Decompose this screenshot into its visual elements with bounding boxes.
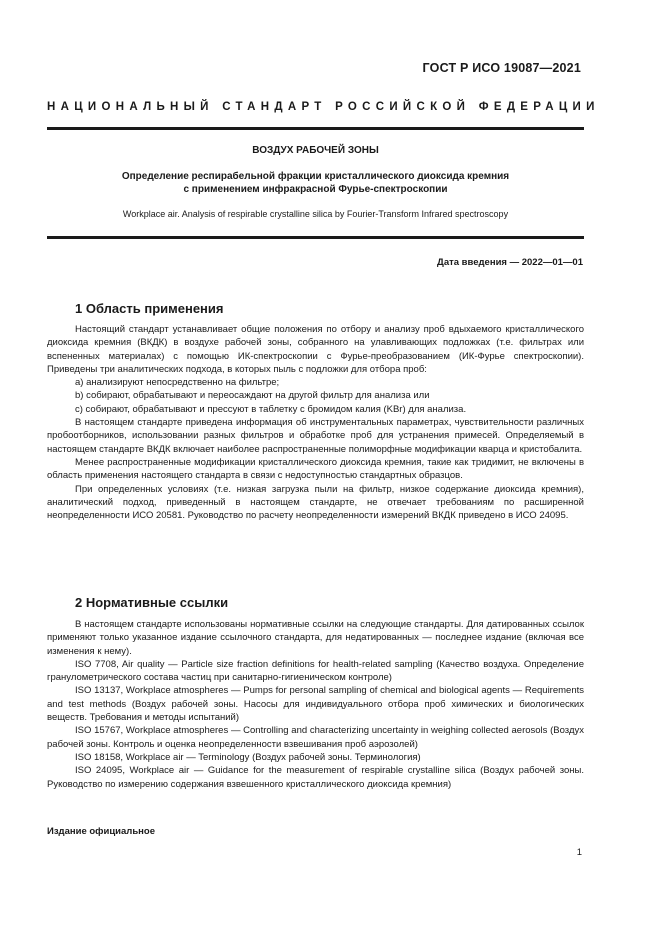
page-number: 1 — [576, 847, 582, 858]
subtitle-line-2: с применением инфракрасной Фурье-спектроскопии — [183, 184, 448, 195]
top-divider — [47, 127, 584, 130]
title-bottom-divider — [47, 236, 584, 239]
reference-item: ISO 18158, Workplace air — Terminology (Воздух рабочей зоны. Терминология) — [75, 751, 421, 763]
list-item: c) собирают, обрабатывают и прессуют в таблетку с бромидом калия (KBr) для анализа. — [75, 403, 467, 415]
list-item: a) анализируют непосредственно на фильтре; — [75, 377, 280, 389]
section-1-heading: 1 Область применения — [75, 301, 224, 316]
english-title: Workplace air. Analysis of respirable crystalline silica by Fourier-Transform Infrared spectroscopy — [122, 209, 509, 219]
subtitle — [47, 170, 584, 196]
list-item: b) собирают, обрабатывают и переосаждают на другой фильтр для анализа или — [75, 390, 430, 402]
paragraph: При определенных условиях (т.е. низкая загрузка пыли на фильтр, низкое содержание диоксида кремния), аналитический подход, приведенный в настоящем стандарте, не отвечает требованиям по расширенной неопределенности ИСО 20581. Руководство по расчету неопределенности измерений ВКДК приведено в ИСО 24095. — [47, 483, 584, 522]
document-code: ГОСТ Р ИСО 19087—2021 — [422, 61, 581, 75]
paragraph: Менее распространенные модификации кристаллического диоксида кремния, такие как тридимит, не включены в область применения настоящего стандарта в связи с недоступностью стандартных образцов. — [47, 456, 584, 482]
national-standard-banner: НАЦИОНАЛЬНЫЙ СТАНДАРТ РОССИЙСКОЙ ФЕДЕРАЦИИ — [47, 101, 600, 113]
section-2-body — [47, 618, 584, 791]
section-1-body — [47, 323, 584, 522]
reference-item: ISO 13137, Workplace atmospheres — Pumps for personal sampling of chemical and biological agents — Requirements and test methods (Воздух рабочей зоны. Насосы для индивидуального отбора проб химических и биологических веществ. Требования и методы испытаний) — [47, 685, 584, 724]
paragraph: В настоящем стандарте использованы нормативные ссылки на следующие стандарты. Для датированных ссылок применяют только указанное издание ссылочного стандарта, для недатированных — последнее издание (включая все изменения к нему). — [47, 619, 584, 657]
reference-item: ISO 7708, Air quality — Particle size fraction definitions for health-related sampling (Качество воздуха. Определение гранулометрического состава частиц при санитарно-гигиеническом контроле) — [47, 658, 584, 684]
main-title: ВОЗДУХ РАБОЧЕЙ ЗОНЫ — [252, 145, 379, 156]
subtitle-line-1: Определение респирабельной фракции кристаллического диоксида кремния — [121, 171, 510, 182]
official-edition-label: Издание официальное — [47, 826, 155, 837]
reference-item: ISO 15767, Workplace atmospheres — Controlling and characterizing uncertainty in weighing collected aerosols (Воздух рабочей зоны. Контроль и оценка неопределенности взвешивания проб аэрозолей) — [47, 725, 584, 750]
paragraph: В настоящем стандарте приведена информация об инструментальных параметрах, чувствительности различных пробоотборников, использовании разных фильтров и обработке проб для устранения примесей. Определяемый в настоящем стандарте ВКДК включает наиболее распространенные полиморфные модификации кварца и кристобалита. — [47, 417, 584, 455]
introduction-date: Дата введения — 2022—01—01 — [437, 257, 583, 268]
paragraph: Настоящий стандарт устанавливает общие положения по отбору и анализу проб вдыхаемого кристаллического диоксида кремния (ВКДК) в воздухе рабочей зоны, собранного на улавливающих подложках (т.е. фильтрах или вспененных материалах) с помощью ИК-спектроскопии с Фурье-преобразованием (ИК-Фурье спектроскопии). Приведены три аналитических подхода, в которых пыль с подложки для отбора проб: — [47, 324, 584, 375]
reference-item: ISO 24095, Workplace air — Guidance for the measurement of respirable crystalline silica (Воздух рабочей зоны. Руководство по измерению содержания взвешенного кристаллического диоксида кремния) — [47, 765, 584, 790]
section-2-heading: 2 Нормативные ссылки — [75, 595, 229, 610]
